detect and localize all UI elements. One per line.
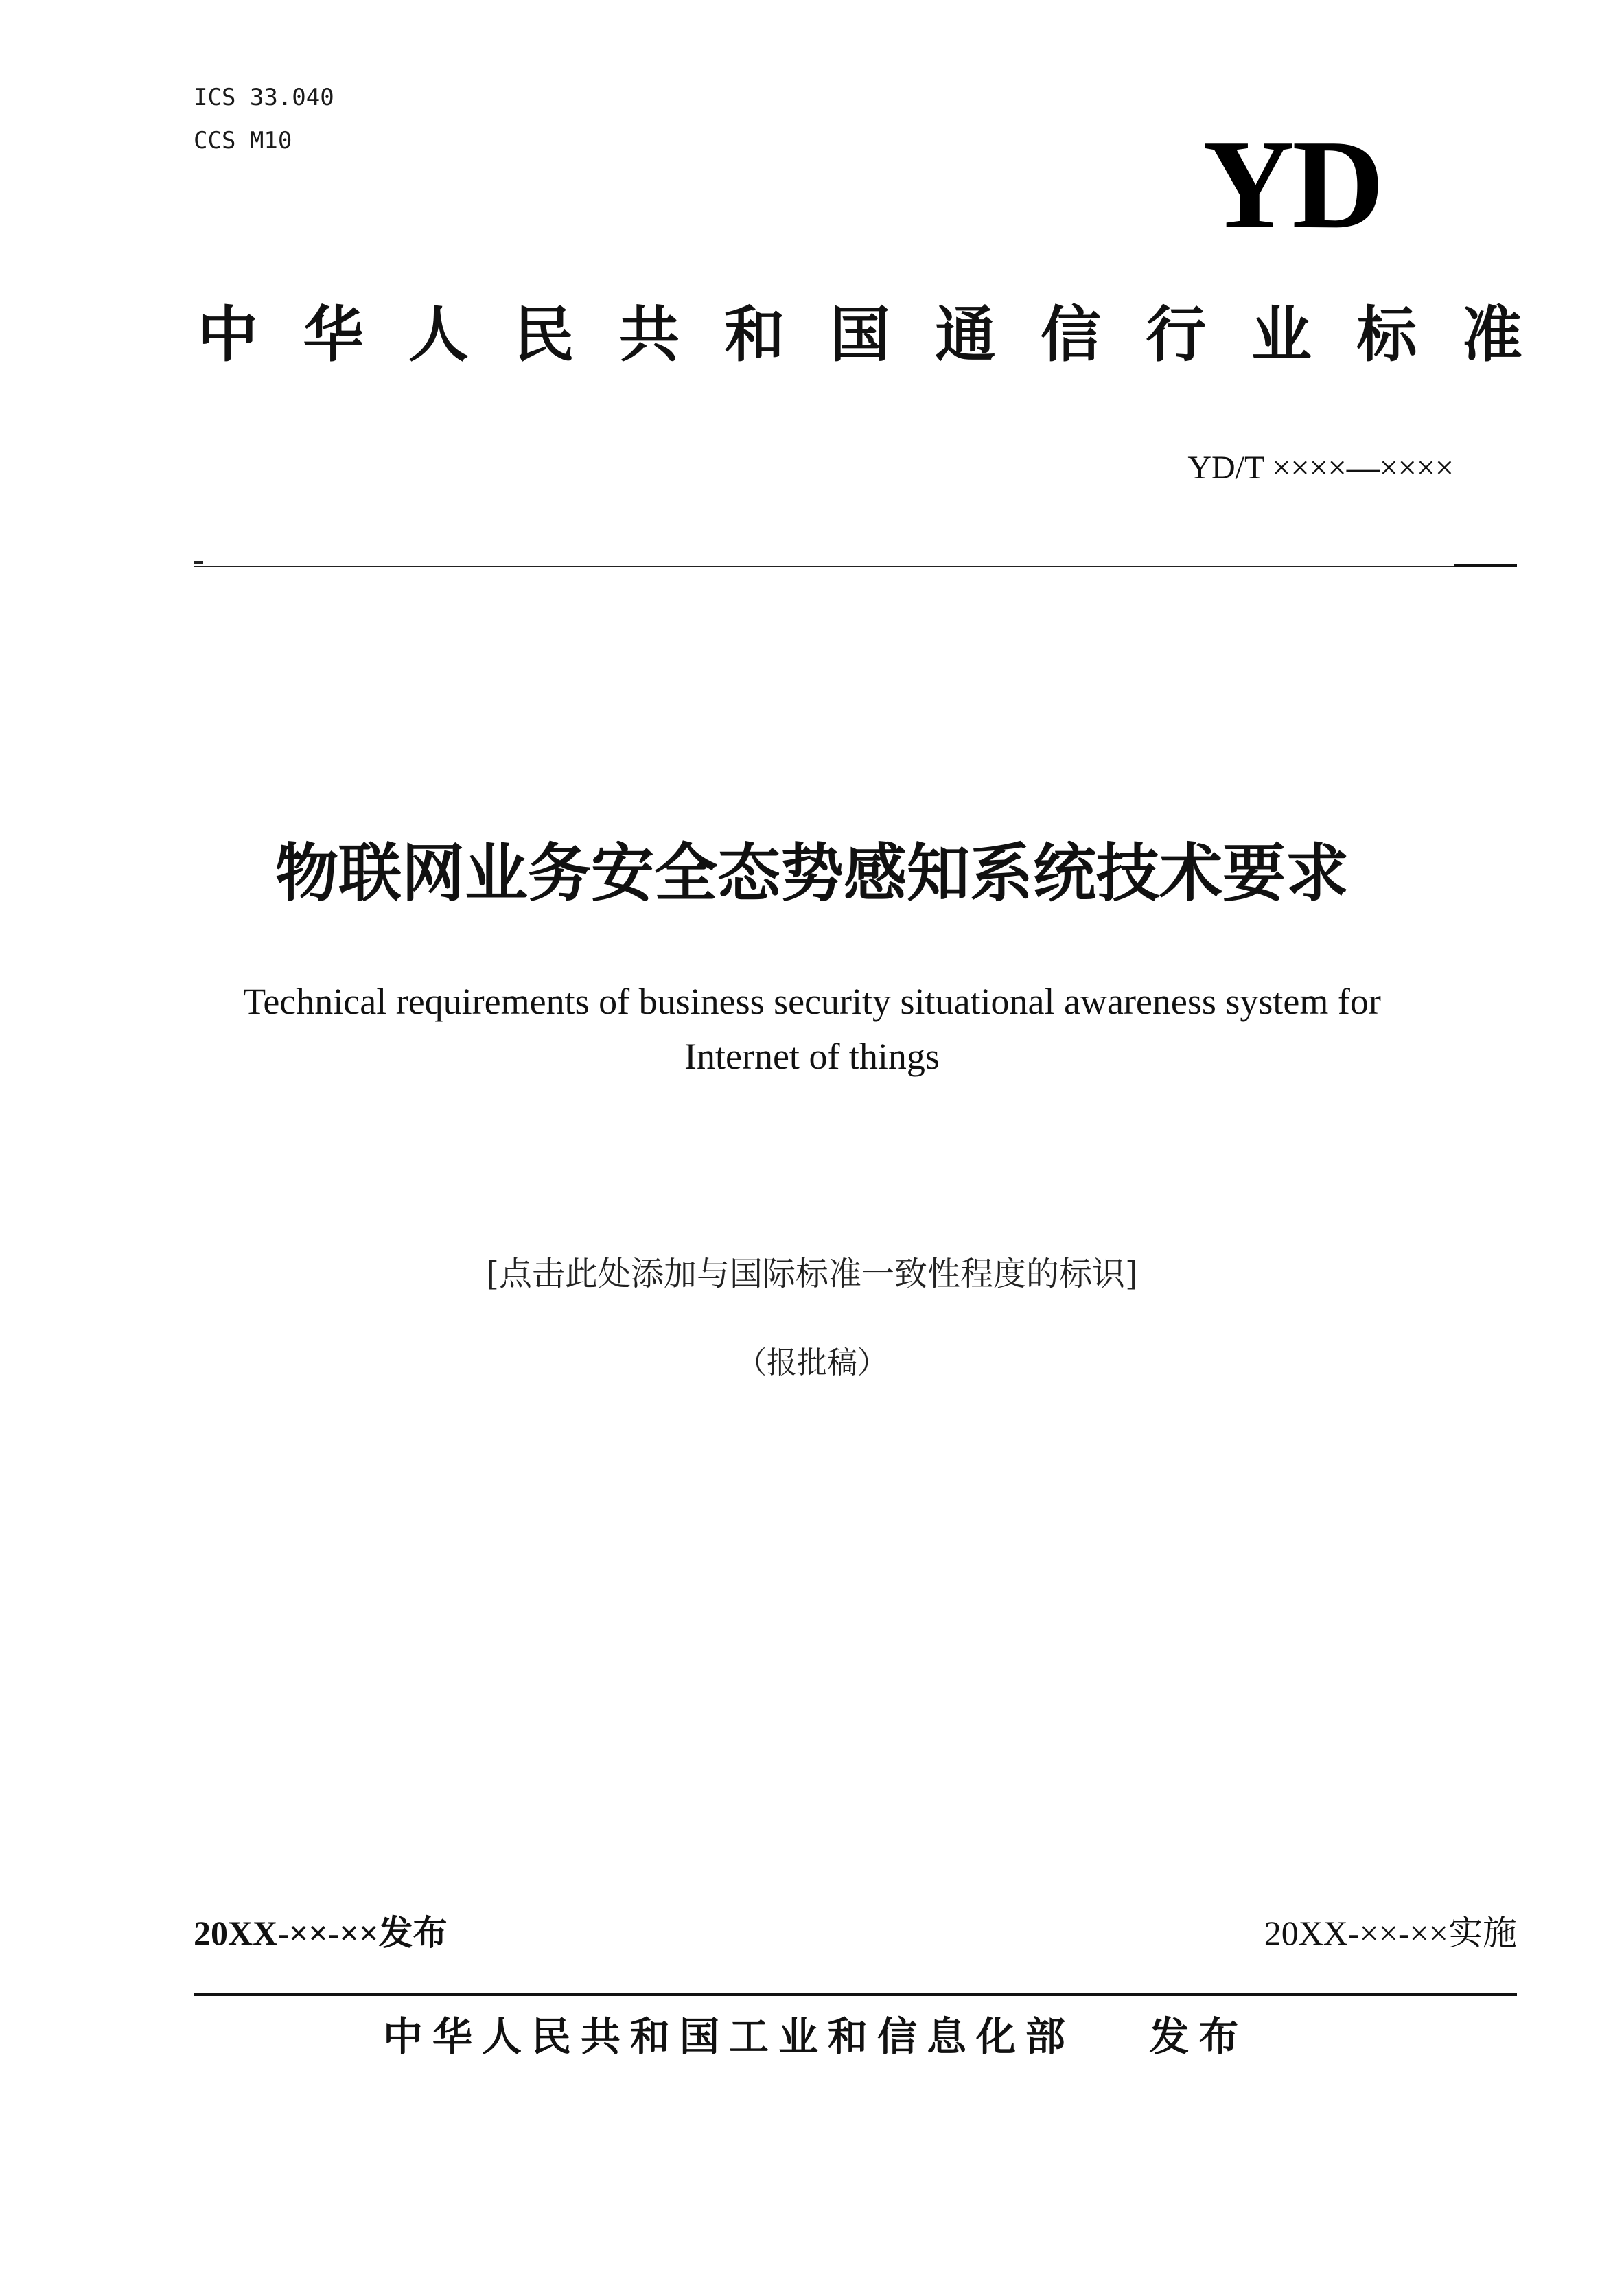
- draft-status: （报批稿）: [736, 1345, 888, 1380]
- yd-logo-mark: YD: [1203, 114, 1382, 255]
- issuer-action: 发布: [1149, 2013, 1249, 2060]
- ccs-code: CCS M10: [194, 127, 292, 154]
- standard-type-char: 民: [513, 299, 575, 370]
- standard-type-char: 国: [829, 299, 890, 370]
- ics-code: ICS 33.040: [194, 84, 334, 111]
- standard-type-char: 行: [1146, 299, 1207, 370]
- publish-date: 20XX-××-××发布: [194, 1914, 448, 1952]
- standard-type-char: 标: [1356, 299, 1417, 370]
- standard-type-char: 华: [303, 299, 364, 370]
- standard-type-char: 准: [1461, 299, 1522, 370]
- document-title-english-line2: Internet of things: [684, 1036, 940, 1077]
- standard-type-char: 和: [724, 299, 785, 370]
- document-title-chinese: 物联网业务安全态势感知系统技术要求: [275, 837, 1349, 910]
- issuing-authority: [383, 2013, 1248, 2061]
- international-consistency-placeholder[interactable]: [点击此处添加与国际标准一致性程度的标识]: [486, 1255, 1138, 1293]
- standard-type-char: 人: [408, 299, 469, 370]
- implementation-date: 20XX-××-××实施: [1264, 1914, 1517, 1952]
- standard-number: YD/T ××××—××××: [1187, 450, 1454, 486]
- footer-divider: [194, 1993, 1517, 1996]
- issuer-organization: 中华人民共和国工业和信息化部: [383, 2013, 1076, 2060]
- header-divider-start: [194, 561, 203, 564]
- header-divider-end: [1454, 564, 1517, 567]
- standard-type-char: 信: [1040, 299, 1101, 370]
- standard-type-char: 通: [935, 299, 996, 370]
- header-divider: [194, 566, 1457, 567]
- document-title-english-line1: Technical requirements of business security situational awareness system for: [243, 981, 1381, 1022]
- standard-type-heading: [198, 301, 1522, 369]
- standard-type-char: 业: [1251, 299, 1312, 370]
- standard-type-char: 共: [618, 299, 680, 370]
- standard-type-char: 中: [198, 299, 259, 370]
